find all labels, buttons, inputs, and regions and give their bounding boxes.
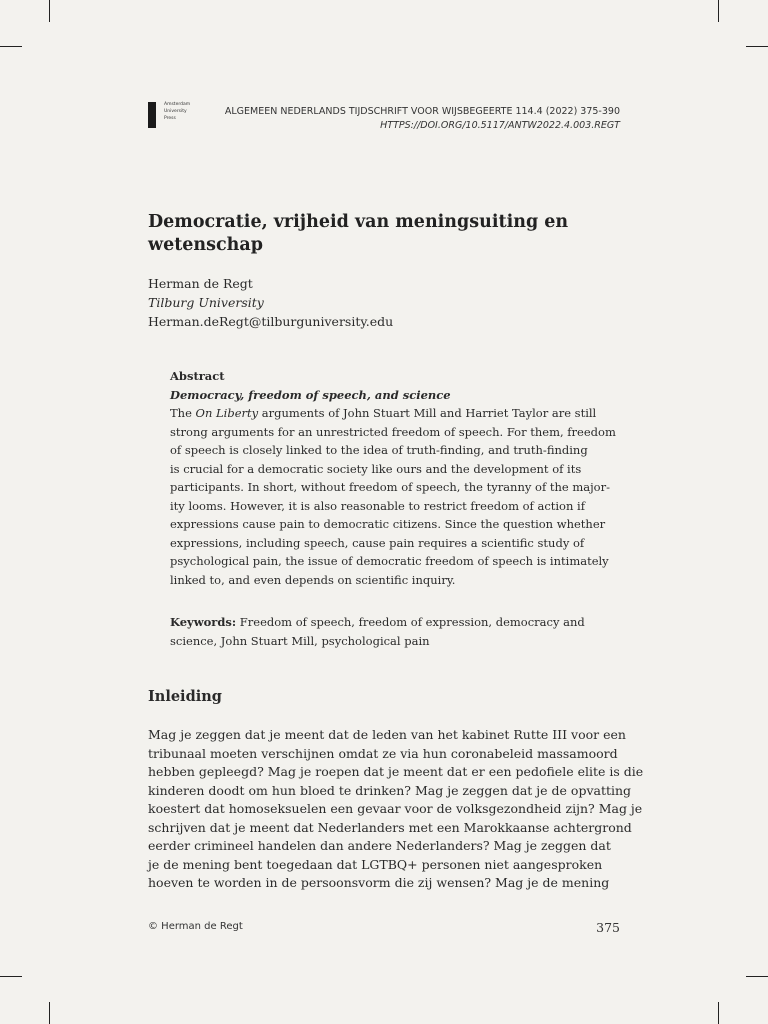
body-paragraph bbox=[148, 726, 644, 893]
abstract-line: participants. In short, without freedom of speech, the tyranny of the major- bbox=[170, 480, 610, 494]
abstract-line: expressions cause pain to democratic citizens. Since the question whether bbox=[170, 517, 606, 531]
title-line: wetenschap bbox=[148, 235, 263, 255]
keywords-block bbox=[170, 613, 600, 650]
abstract-line: linked to, and even depends on scientific inquiry. bbox=[170, 572, 456, 587]
keywords-label: Keywords: bbox=[170, 615, 237, 629]
crop-mark bbox=[718, 1002, 719, 1024]
copyright-notice: © Herman de Regt bbox=[148, 921, 243, 932]
abstract-line: of speech is closely linked to the idea of truth-finding, and truth-finding bbox=[170, 443, 588, 457]
body-line: je de mening bent toegedaan dat LGTBQ+ personen niet aangesproken bbox=[148, 856, 603, 872]
body-line: hebben gepleegd? Mag je roepen dat je meent dat er een pedofiele elite is die bbox=[148, 764, 644, 779]
author-name: Herman de Regt bbox=[148, 276, 253, 291]
keywords-line: Keywords: Freedom of speech, freedom of expression, democracy and bbox=[170, 615, 585, 629]
body-line: koestert dat homoseksuelen een gevaar voor de volksgezondheid zijn? Mag je bbox=[148, 801, 643, 816]
abstract-subtitle: Democracy, freedom of speech, and science bbox=[170, 387, 451, 402]
abstract-line: expressions, including speech, cause pain requires a scientific study of bbox=[170, 535, 585, 550]
crop-mark bbox=[0, 976, 22, 977]
crop-mark bbox=[746, 46, 768, 47]
logo-text: University bbox=[164, 109, 187, 114]
abstract-block bbox=[170, 367, 616, 589]
page-number: 375 bbox=[596, 920, 620, 935]
body-line: hoeven te worden in de persoonsvorm die zij wensen? Mag je de mening bbox=[148, 875, 610, 890]
publisher-logo bbox=[148, 102, 208, 132]
crop-mark bbox=[746, 976, 768, 977]
abstract-line: The On Liberty arguments of John Stuart Mill and Harriet Taylor are still bbox=[170, 406, 597, 420]
abstract-heading: Abstract bbox=[170, 369, 225, 383]
book-title: On Liberty bbox=[195, 406, 259, 420]
body-line: kinderen doodt om hun bloed te drinken? Mag je zeggen dat je de opvatting bbox=[148, 782, 632, 798]
title-line: Democratie, vrijheid van meningsuiting en bbox=[148, 212, 569, 232]
section-heading: Inleiding bbox=[148, 688, 222, 705]
crop-mark bbox=[49, 0, 50, 22]
body-line: eerder crimineel handelen dan andere Nederlanders? Mag je zeggen dat bbox=[148, 838, 611, 853]
article-title bbox=[148, 211, 618, 257]
logo-mark bbox=[148, 102, 156, 128]
body-line: schrijven dat je meent dat Nederlanders met een Marokkaanse achtergrond bbox=[148, 819, 632, 835]
logo-text: Amsterdam bbox=[164, 102, 191, 107]
author-email[interactable]: Herman.deRegt@tilburguniversity.edu bbox=[148, 314, 394, 329]
abstract-line: ity looms. However, it is also reasonable to restrict freedom of action if bbox=[170, 498, 585, 513]
abstract-line: is crucial for a democratic society like ours and the development of its bbox=[170, 461, 582, 476]
keywords-line: science, John Stuart Mill, psychological pain bbox=[170, 633, 430, 648]
doi-link[interactable]: HTTPS://DOI.ORG/10.5117/ANTW2022.4.003.REGT bbox=[380, 120, 620, 131]
body-line: Mag je zeggen dat je meent dat de leden van het kabinet Rutte III voor een bbox=[148, 727, 626, 742]
author-affiliation: Tilburg University bbox=[148, 295, 264, 310]
body-line: tribunaal moeten verschijnen omdat ze via hun coronabeleid massamoord bbox=[148, 745, 618, 761]
abstract-line: psychological pain, the issue of democratic freedom of speech is intimately bbox=[170, 554, 609, 568]
logo-text: Press bbox=[164, 116, 176, 121]
journal-citation: ALGEMEEN NEDERLANDS TIJDSCHRIFT VOOR WIJSBEGEERTE 114.4 (2022) 375-390 bbox=[224, 106, 620, 117]
crop-mark bbox=[718, 0, 719, 22]
abstract-line: strong arguments for an unrestricted freedom of speech. For them, freedom bbox=[170, 424, 616, 439]
crop-mark bbox=[49, 1002, 50, 1024]
crop-mark bbox=[0, 46, 22, 47]
